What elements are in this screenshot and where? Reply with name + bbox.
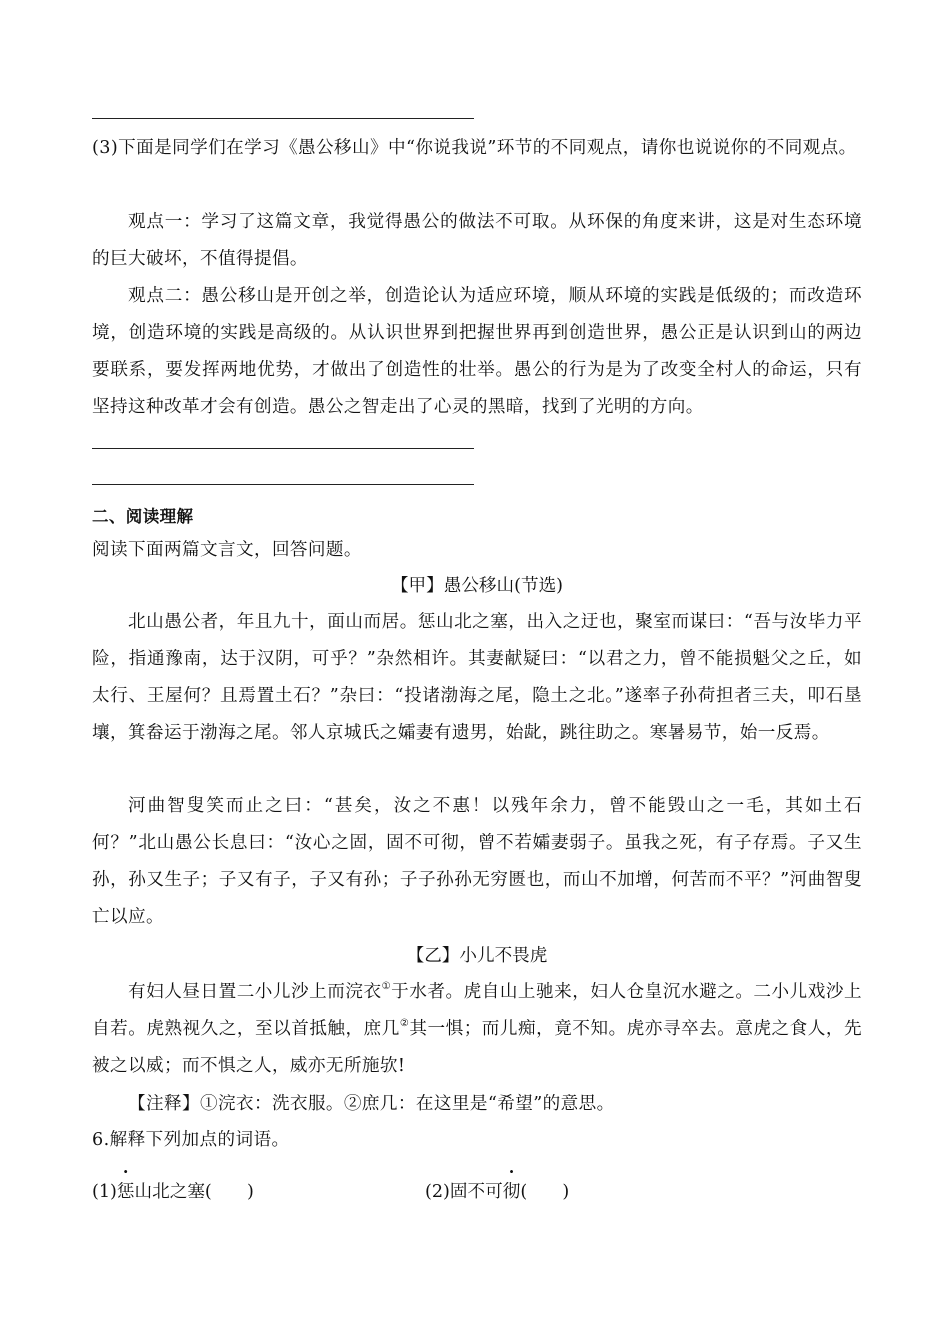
question-6-item-1 [92, 1175, 254, 1209]
question-3-prompt: (3)下面是同学们在学习《愚公移山》中“你说我说”环节的不同观点，请你也说说你的不同观点。 [92, 138, 857, 158]
viewpoint-two: 观点二：愚公移山是开创之举，创造论认为适应环境，顺从环境的实践是低级的；而改造环境，创造环境的实践是高级的。从认识世界到把握世界再到创造世界，愚公正是认识到山的两边要联系，要发挥两地优势，才做出了创造性的壮举。愚公的行为是为了改变全村人的命运，只有坚持这种改革才会有创造。愚公之智走出了心灵的黑暗，找到了光明的方向。 [92, 286, 862, 417]
passage-yi-text-1: 有妇人昼日置二小儿沙上而浣衣 [128, 982, 382, 1002]
note-marker-2: ② [399, 1018, 410, 1029]
passage-yi-paragraph [92, 974, 862, 1085]
question-6-item-2 [425, 1175, 569, 1209]
item-1-number: (1) [92, 1182, 117, 1202]
passage-jia-paragraph-1: 北山愚公者，年且九十，面山而居。惩山北之塞，出入之迂也，聚室而谋曰：“吾与汝毕力平险，指通豫南，达于汉阴，可乎？”杂然相许。其妻献疑曰：“以君之力，曾不能损魁父之丘，如太行、王屋何？且焉置土石？”杂曰：“投诸渤海之尾，隐土之北。”遂率子孙荷担者三夫，叩石垦壤，箕畚运于渤海之尾。邻人京城氏之孀妻有遗男，始龀，跳往助之。寒暑易节，始一反焉。 [92, 612, 862, 743]
item-2-text-pre: (2)固不可 [425, 1182, 503, 1202]
dotted-character: 彻 [502, 1182, 521, 1202]
passage-yi-text-2: 于水者。虎自山上驰来，妇人仓皇沉水避之。二小儿戏沙上自若。虎熟视久之，至以首抵触，庶几 [92, 982, 863, 1039]
passage-jia-title: 【甲】愚公移山(节选) [390, 576, 564, 596]
question-6-prompt: 6.解释下列加点的词语。 [92, 1130, 290, 1150]
answer-line [92, 484, 474, 485]
section-heading: 二、阅读理解 [92, 507, 194, 526]
section-intro: 阅读下面两篇文言文，回答问题。 [92, 540, 362, 560]
item-2-text: ( ) [520, 1182, 570, 1202]
answer-line [92, 118, 474, 119]
item-1-text: 山北之塞( ) [134, 1182, 254, 1202]
passage-yi-title: 【乙】小儿不畏虎 [406, 946, 548, 966]
note-marker-1: ① [381, 981, 392, 992]
answer-line [92, 448, 474, 449]
passage-jia-paragraph-2: 河曲智叟笑而止之曰：“甚矣，汝之不惠！以残年余力，曾不能毁山之一毛，其如土石何？”北山愚公长息曰：“汝心之固，固不可彻，曾不若孀妻弱子。虽我之死，有子存焉。子又生孙，孙又生子；子又有子，子又有孙；子子孙孙无穷匮也，而山不加增，何苦而不平？”河曲智叟亡以应。 [92, 796, 862, 927]
passage-yi-notes: 【注释】①浣衣：洗衣服。②庶几：在这里是“希望”的意思。 [128, 1094, 615, 1114]
dotted-character: 惩 [116, 1182, 135, 1202]
viewpoint-one: 观点一：学习了这篇文章，我觉得愚公的做法不可取。从环保的角度来讲，这是对生态环境的巨大破坏，不值得提倡。 [92, 212, 862, 269]
passage-yi-text-3: 其一惧；而儿痴，竟不知。虎亦寻卒去。意虎之食人，先被之以威；而不惧之人，威亦无所施欤! [92, 1019, 862, 1076]
